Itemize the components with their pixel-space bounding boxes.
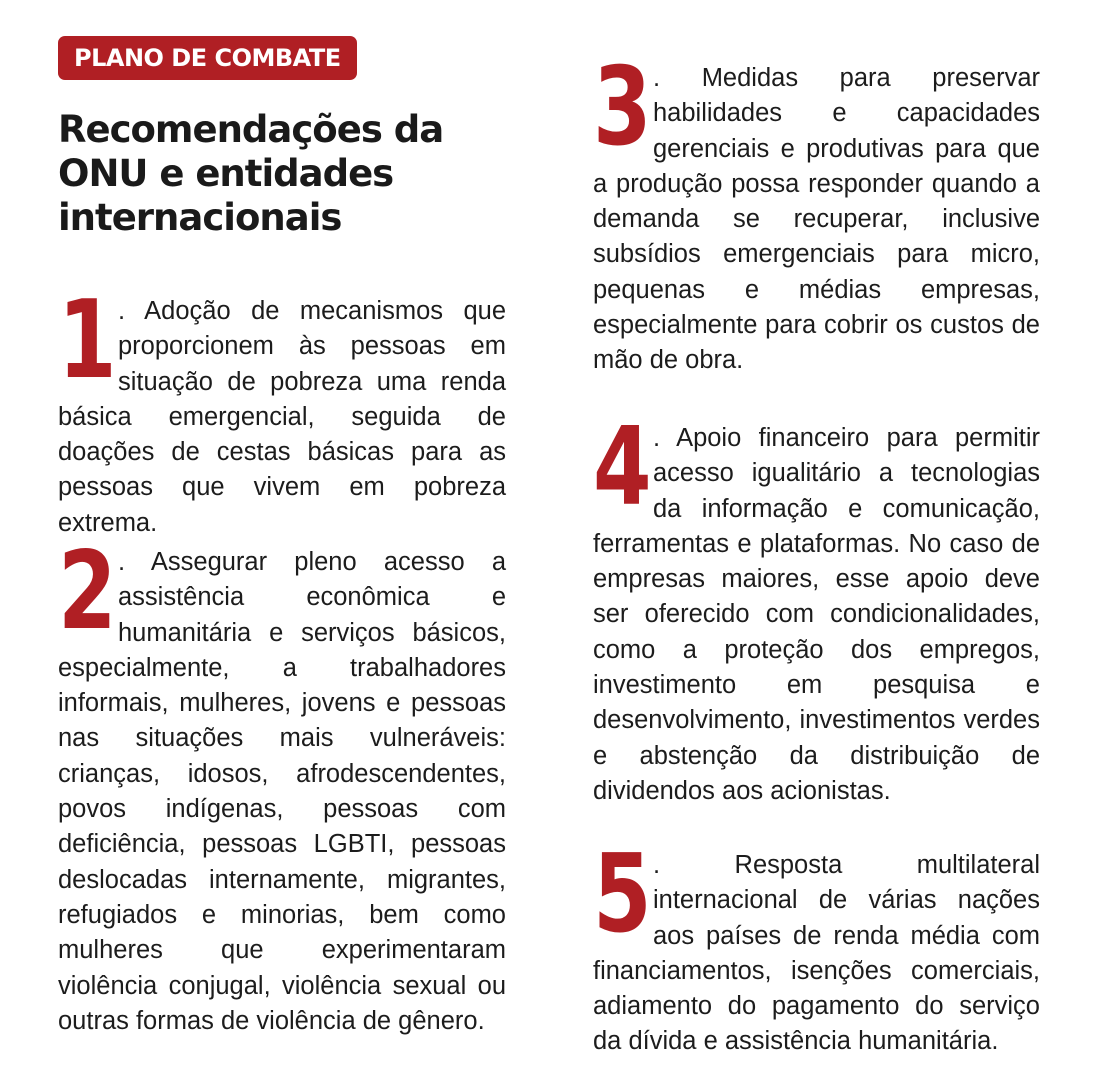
item-number: 2 [58,529,117,654]
item-number: 1 [58,278,117,403]
item-number: 3 [593,45,652,170]
recommendation-item: 1 . Adoção de mecanismos que proporcionem às pessoas em situação de pobreza uma renda básica emergencial, seguida de doações de cestas básicas para as pessoas que vivem em pobreza extrema. [58,278,507,537]
item-text: Apoio financeiro para permitir acesso igualitário a tecnologias da informação e comunicação, ferramentas e plataformas. No caso de empresas maiores, esse apoio deve ser oferecido com condicionalidades, como a proteção dos empregos, investimento em pesquisa e desenvolvimento, investimentos verdes e abstenção da distribuição de dividendos aos acionistas. [593,424,1040,805]
item-text: Resposta multilateral internacional de várias nações aos países de renda média com financiamentos, isenções comerciais, adiamento do pagamento do serviço da dívida e assistência humanitária. [593,851,1040,1056]
item-text: Medidas para preservar habilidades e capacidades gerenciais e produtivas para que a produção possa responder quando a demanda se recuperar, inclusive subsídios emergenciais para micro, pequenas e médias empresas, especialmente para cobrir os custos de mão de obra. [593,64,1041,375]
item-number: 4 [593,405,652,530]
recommendation-item: 5 . Resposta multilateral internacional de várias nações aos países de renda média com financiamentos, isenções comerciais, adiamento do pagamento do serviço da dívida e assistência humanitária. [593,832,1040,1056]
recommendation-item: 2 . Assegurar pleno acesso a assistência econômica e humanitária e serviços básicos, especialmente, a trabalhadores informais, mulheres, jovens e pessoas nas situações mais vulneráveis: crianças, idosos, afrodescendentes, povos indígenas, pessoas com deficiência, pessoas LGBTI, pessoas deslocadas internamente, migrantes, refugiados e minorias, bem como mulheres que experimentaram violência conjugal, violência sexual ou outras formas de violência de gênero. [58,529,507,1035]
page-title: Recomendações da ONU e entidades internacionais [58,108,444,239]
section-badge: PLANO DE COMBATE [58,36,357,80]
recommendation-item: 3 . Medidas para preservar habilidades e capacidades gerenciais e produtivas para que a produção possa responder quando a demanda se recuperar, inclusive subsídios emergenciais para micro, pequenas e médias empresas, especialmente para cobrir os custos de mão de obra. [593,45,1041,375]
recommendation-item: 4 . Apoio financeiro para permitir acesso igualitário a tecnologias da informação e comunicação, ferramentas e plataformas. No caso de empresas maiores, esse apoio deve ser oferecido com condicionalidades, como a proteção dos empregos, investimento em pesquisa e desenvolvimento, investimentos verdes e abstenção da distribuição de dividendos aos acionistas. [593,405,1040,805]
item-text: Assegurar pleno acesso a assistência econômica e humanitária e serviços básicos, especialmente, a trabalhadores informais, mulheres, jovens e pessoas nas situações mais vulneráveis: crianças, idosos, afrodescendentes, povos indígenas, pessoas com deficiência, pessoas LGBTI, pessoas deslocadas internamente, migrantes, refugiados e minorias, bem como mulheres que experimentaram violência conjugal, violência sexual ou outras formas de violência de gênero. [58,548,507,1035]
item-text: Adoção de mecanismos que proporcionem às pessoas em situação de pobreza uma renda básica emergencial, seguida de doações de cestas básicas para as pessoas que vivem em pobreza extrema. [58,297,507,537]
item-number: 5 [593,832,652,957]
